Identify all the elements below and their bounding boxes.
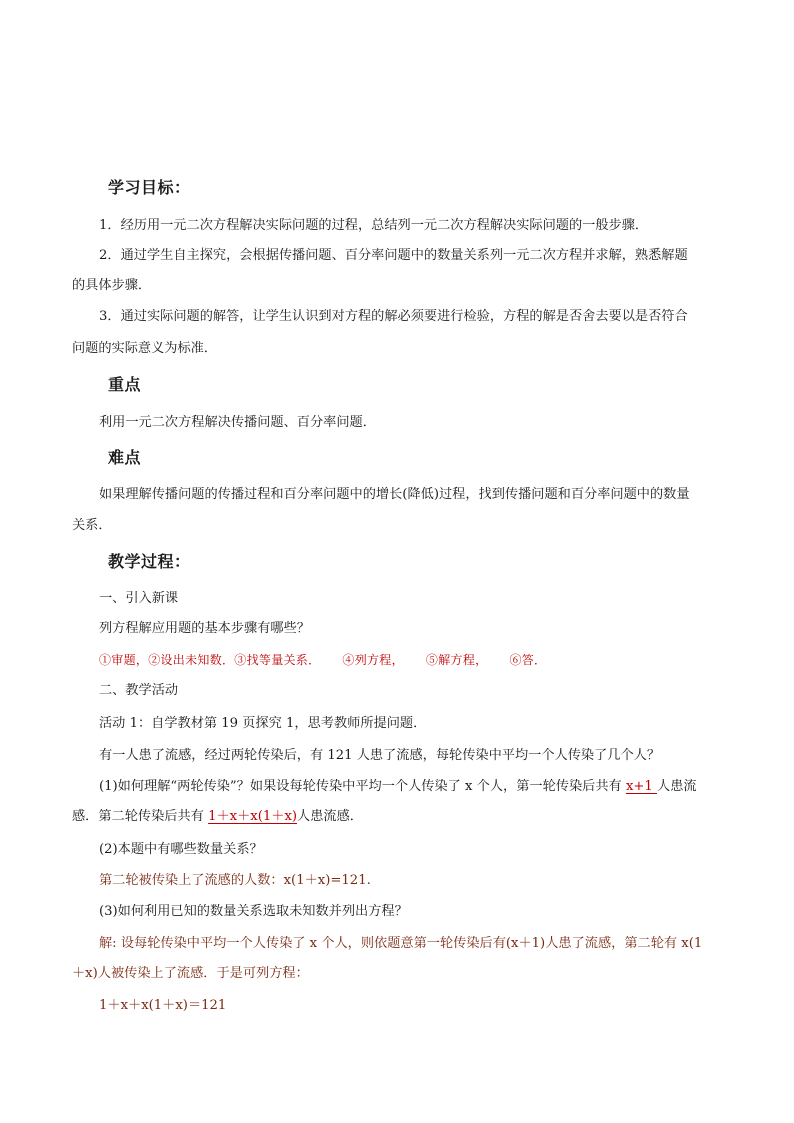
step-1-3: ①审题，②设出未知数．③找等量关系．	[99, 653, 321, 667]
step-6: ⑥答．	[509, 653, 547, 667]
difficulty-text: 如果理解传播问题的传播过程和百分率问题中的增长(降低)过程，找到传播问题和百分率问题中的数量	[99, 487, 690, 502]
blank-answer-2: 1＋x＋x(1＋x)	[208, 809, 298, 824]
equation: 1＋x＋x(1＋x)＝121	[99, 998, 227, 1013]
step-5: ⑤解方程，	[425, 653, 488, 667]
question-3: (3)如何利用已知的数量关系选取未知数并列出方程？	[99, 904, 408, 919]
objective-item-3: 3．通过实际问题的解答，让学生认识到对方程的解必须要进行检验，方程的解是否舍去要以是否符合	[99, 309, 688, 324]
objective-item-2-cont: 的具体步骤．	[72, 278, 152, 293]
objectives-heading: 学习目标：	[108, 178, 191, 197]
objective-item-1: 1．经历用一元二次方程解决实际问题的过程，总结列一元二次方程解决实际问题的一般步骤．	[99, 218, 649, 233]
steps-answer	[99, 649, 546, 671]
blank-answer-1: x+1	[625, 779, 658, 794]
objective-item-3-cont: 问题的实际意义为标准．	[72, 341, 218, 356]
steps-question: 列方程解应用题的基本步骤有哪些？	[99, 621, 310, 636]
objective-item-2: 2．通过学生自主探究，会根据传播问题、百分率问题中的数量关系列一元二次方程并求解，熟悉解题	[99, 248, 688, 263]
step-4: ④列方程，	[342, 653, 404, 667]
activity-1: 活动 1：自学教材第 19 页探究 1，思考教师所提问题．	[99, 716, 427, 731]
problem-statement: 有一人患了流感，经过两轮传染后，有 121 人患了流感，每轮传染中平均一个人传染了几个人？	[99, 748, 661, 763]
part1-title: 一、引入新课	[99, 591, 179, 606]
key-point-heading: 重点	[108, 375, 142, 394]
difficulty-heading: 难点	[108, 448, 142, 467]
solution-text: 解: 设每轮传染中平均一个人传染了 x 个人，则依题意第一轮传染后有(x＋1)人患了流感，第二轮有 x(1	[99, 936, 703, 951]
part2-title: 二、教学活动	[99, 683, 179, 698]
difficulty-text-cont: 关系．	[72, 518, 112, 533]
question-1: (1)如何理解“两轮传染”？如果设每轮传染中平均一个人传染了 x 个人，第一轮传染后共有 x+1 人患流	[99, 779, 697, 794]
process-heading: 教学过程：	[108, 552, 191, 571]
key-point-text: 利用一元二次方程解决传播问题、百分率问题．	[99, 415, 376, 430]
question-2: (2)本题中有哪些数量关系？	[99, 842, 263, 857]
question-2-answer: 第二轮被传染上了流感的人数：x(1＋x)=121.	[99, 873, 371, 888]
question-1-cont: 感．第二轮传染后共有 1＋x＋x(1＋x)人患流感．	[72, 809, 363, 824]
solution-text-cont: ＋x)人被传染上了流感．于是可列方程：	[72, 966, 309, 981]
